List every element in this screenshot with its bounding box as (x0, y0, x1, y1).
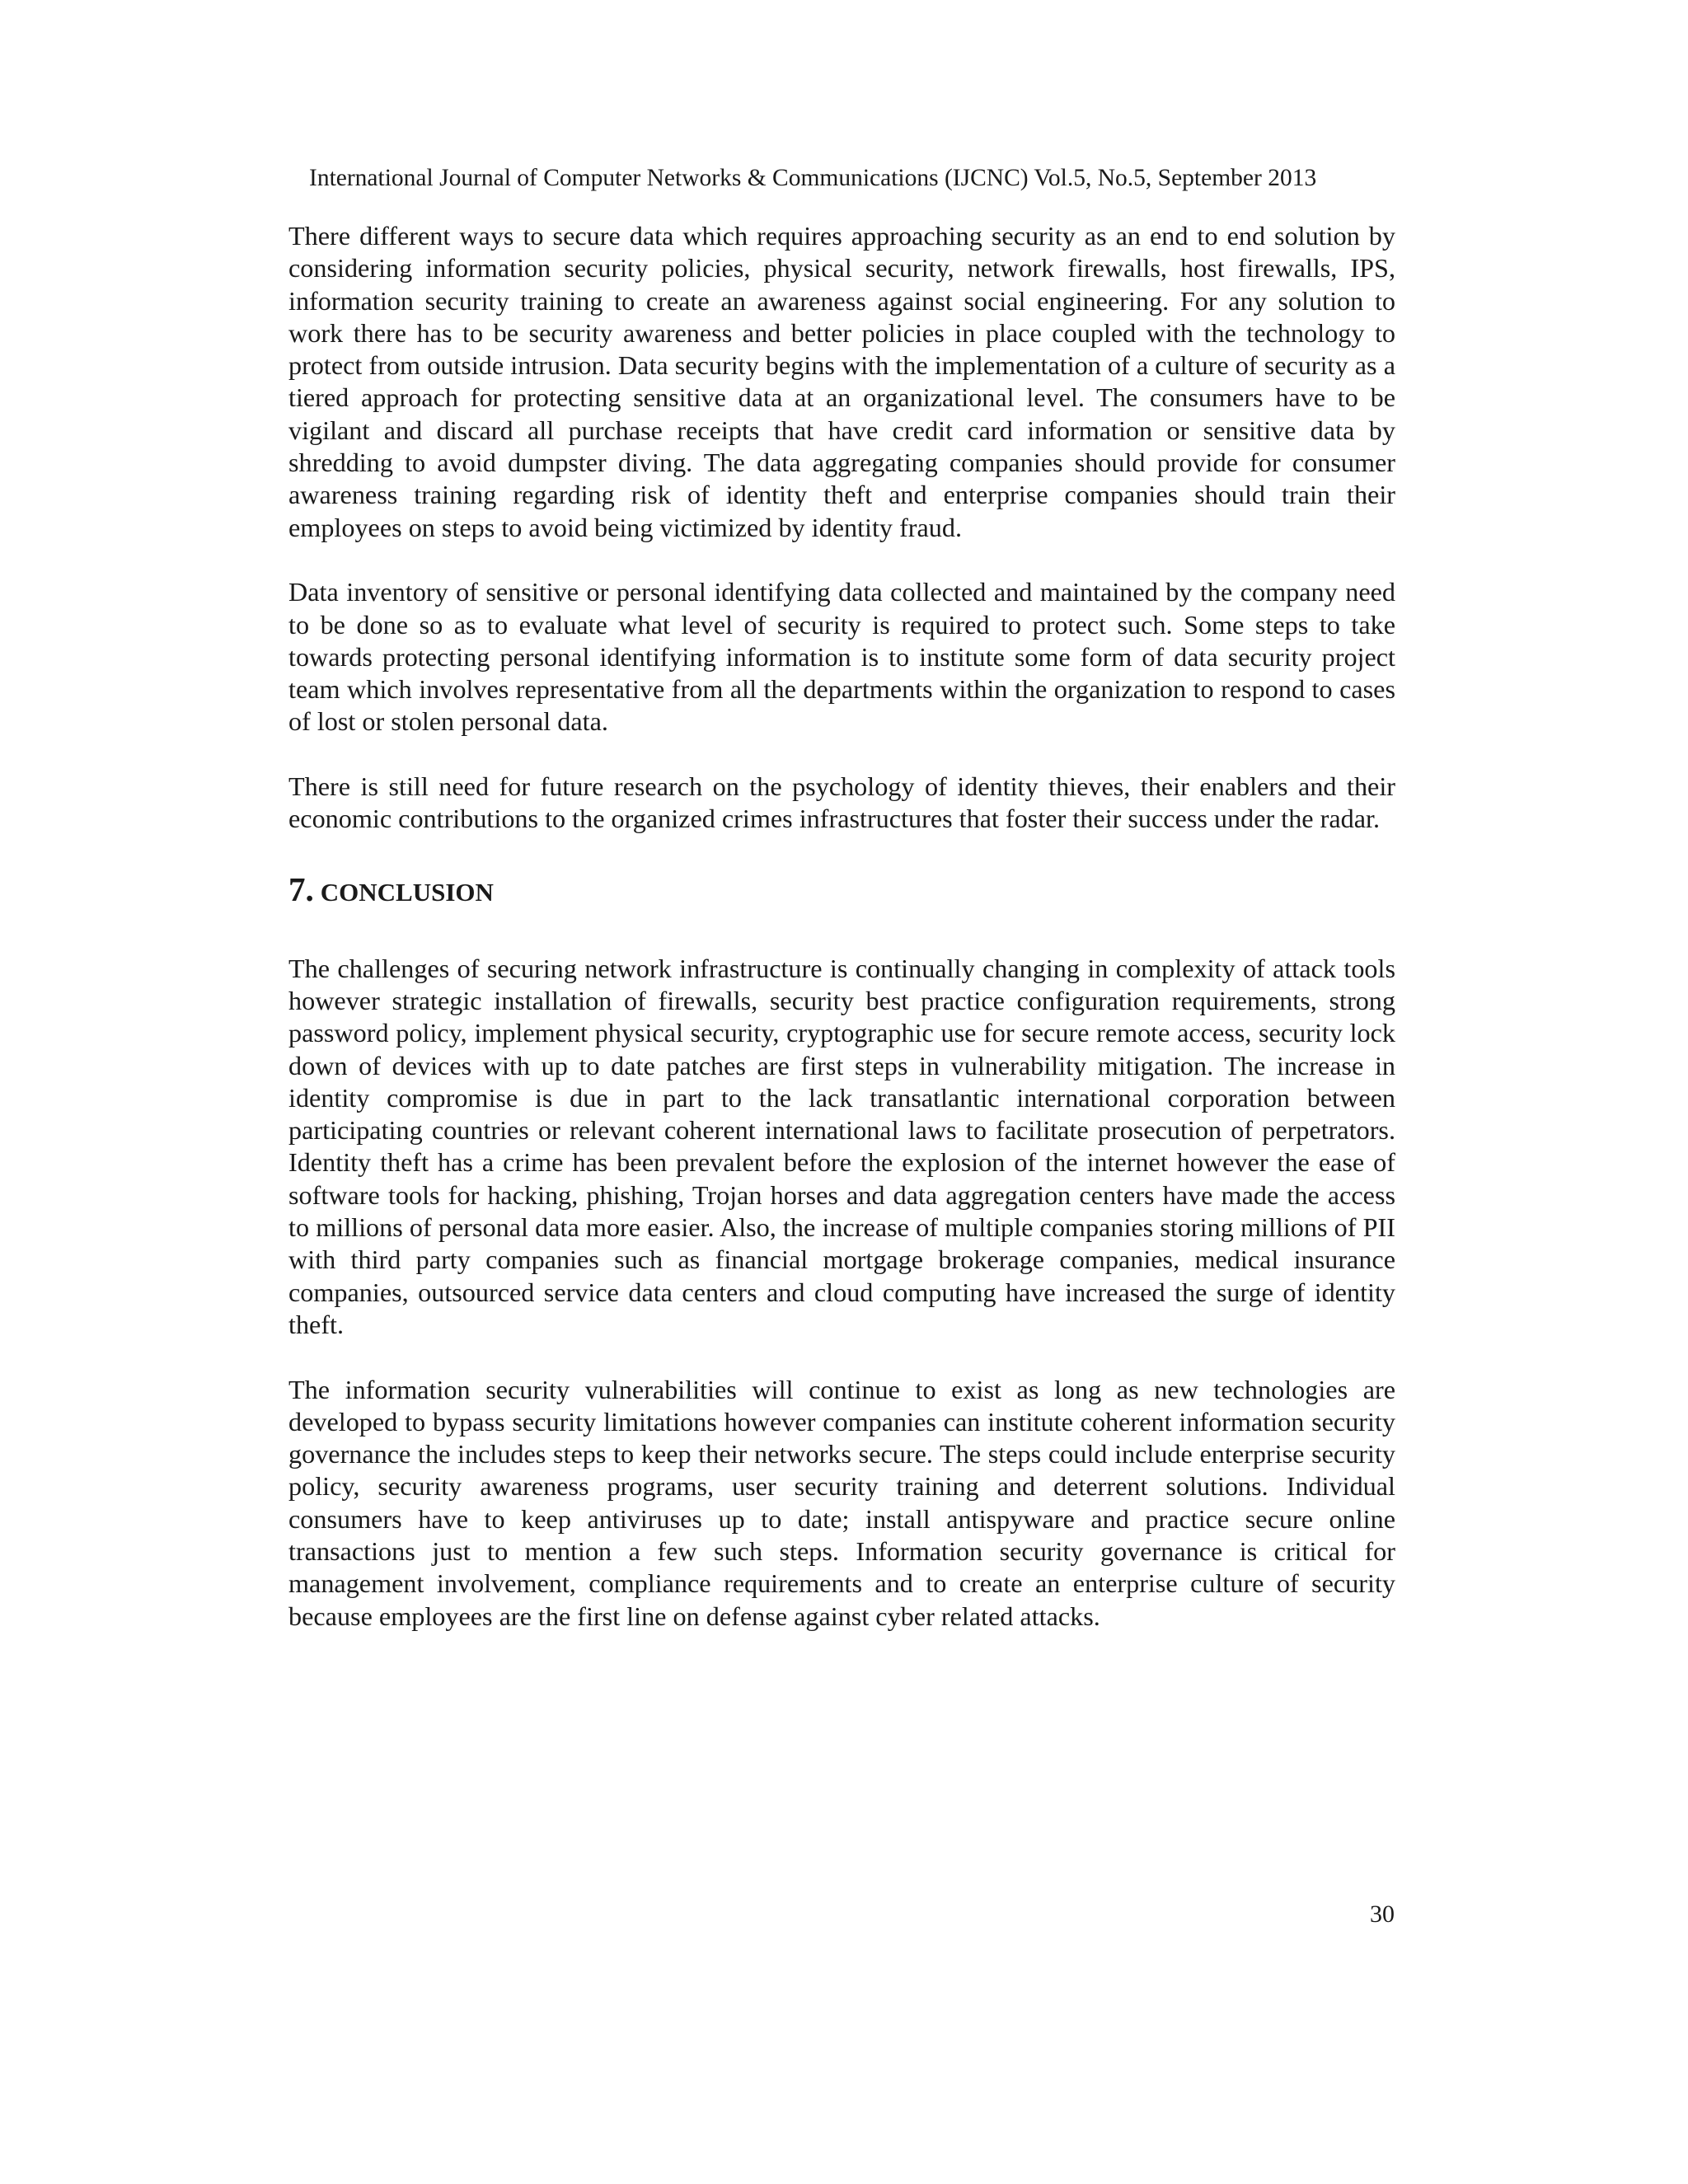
section-number: 7. (288, 869, 314, 908)
paragraph-data-inventory: Data inventory of sensitive or personal identifying data collected and maintained by the company need to be done so as to evaluate what level of security is required to protect such. Some steps to take towards protecting personal identifying information is to institute some form of data security project team which involves representative from all the departments within the organization to respond to cases of lost or stolen personal data. (288, 577, 1395, 737)
paragraph-conclusion-governance: The information security vulnerabilities will continue to exist as long as new technologies are developed to bypass security limitations however companies can institute coherent information security governance the includes steps to keep their networks secure. The steps could include enterprise security policy, security awareness programs, user security training and deterrent solutions. Individual consumers have to keep antiviruses up to date; install antispyware and practice secure online transactions just to mention a few such steps. Information security governance is critical for management involvement, compliance requirements and to create an enterprise culture of security because employees are the first line on defense against cyber related attacks. (288, 1374, 1395, 1631)
journal-running-header: International Journal of Computer Networks & Communications (IJCNC) Vol.5, No.5, September 2013 (309, 165, 1317, 191)
body-text (288, 220, 1395, 1633)
page-number: 30 (1370, 1900, 1395, 1928)
paragraph-conclusion-challenges: The challenges of securing network infrastructure is continually changing in complexity of attack tools however strategic installation of firewalls, security best practice configuration requirements, strong password policy, implement physical security, cryptographic use for secure remote access, security lock down of devices with up to date patches are first steps in vulnerability mitigation. The increase in identity compromise is due in part to the lack transatlantic international corporation between participating countries or relevant coherent international laws to facilitate prosecution of perpetrators. Identity theft has a crime has been prevalent before the explosion of the internet however the ease of software tools for hacking, phishing, Trojan horses and data aggregation centers have made the access to millions of personal data more easier. Also, the increase of multiple companies storing millions of PII with third party companies such as financial mortgage brokerage companies, medical insurance companies, outsourced service data centers and cloud computing have increased the surge of identity theft. (288, 953, 1395, 1339)
paragraph-data-security-approach: There different ways to secure data which requires approaching security as an end to end solution by considering information security policies, physical security, network firewalls, host firewalls, IPS, information security training to create an awareness against social engineering. For any solution to work there has to be security awareness and better policies in place coupled with the technology to protect from outside intrusion. Data security begins with the implementation of a culture of security as a tiered approach for protecting sensitive data at an organizational level. The consumers have to be vigilant and discard all purchase receipts that have credit card information or sensitive data by shredding to avoid dumpster diving. The data aggregating companies should provide for consumer awareness training regarding risk of identity theft and enterprise companies should train their employees on steps to avoid being victimized by identity fraud. (288, 221, 1395, 542)
paragraph-future-research: There is still need for future research on the psychology of identity thieves, their enablers and their economic contributions to the organized crimes infrastructures that foster their success under the radar. (288, 771, 1395, 834)
section-title: CONCLUSION (320, 877, 494, 907)
section-heading-conclusion (288, 869, 1395, 909)
